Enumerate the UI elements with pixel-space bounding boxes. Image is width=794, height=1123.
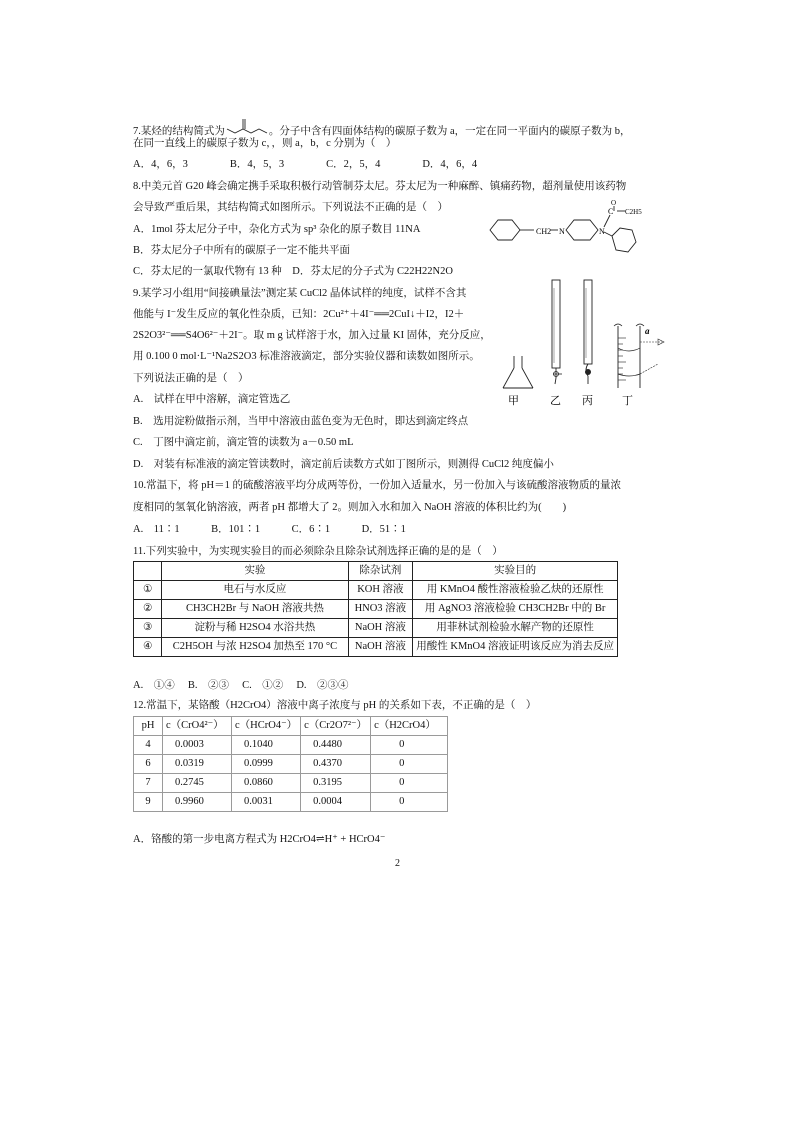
q9-line1: 9.某学习小组用“间接碘量法”测定某 CuCl2 晶体试样的纯度，试样不含其 — [133, 288, 467, 299]
fentanyl-ethyl-label: C2H5 — [625, 208, 642, 216]
table-row — [134, 736, 448, 755]
q8-line1: 8.中美元首 G20 峰会确定携手采取积极行动管制芬太尼。芬太尼为一种麻醉、镇痛药物，超剂量使用该药物 — [133, 181, 627, 192]
burette-reading-closeup-icon — [614, 324, 664, 388]
q12-header-cell: c（Cr2O7²⁻） — [301, 717, 371, 736]
figure-label-yi: 乙 — [550, 395, 561, 407]
q11-cell: 用 KMnO4 酸性溶液检验乙炔的还原性 — [413, 581, 618, 600]
q11-header-cell: 除杂试剂 — [348, 562, 413, 581]
q11-cell: NaOH 溶液 — [348, 619, 413, 638]
q11-cell: C2H5OH 与浓 H2SO4 加热至 170 °C — [162, 638, 348, 657]
q11-options: A. ①④ B. ②③ C. ①② D. ②③④ — [133, 680, 349, 691]
q11-cell: ④ — [134, 638, 162, 657]
q12-cell: 9 — [134, 793, 163, 812]
q9-option-a: A. 试样在甲中溶解，滴定管选乙 — [133, 394, 291, 405]
table-row — [134, 600, 618, 619]
fentanyl-o-label: O — [611, 200, 617, 207]
acid-burette-icon — [552, 280, 562, 384]
table-row — [134, 638, 618, 657]
q12-cell: 0.0860 — [232, 774, 301, 793]
q8-option-a: A．1mol 芬太尼分子中，杂化方式为 sp³ 杂化的原子数目 11NA — [133, 224, 421, 235]
q12-header-row — [134, 717, 448, 736]
q7-structure-image — [225, 117, 269, 137]
q9-line2: 他能与 I⁻发生反应的氧化性杂质，已知：2Cu²⁺＋4I⁻══2CuI↓＋I2，I2＋ — [133, 309, 465, 320]
q11-cell: CH3CH2Br 与 NaOH 溶液共热 — [162, 600, 348, 619]
q12-cell: 0 — [371, 793, 448, 812]
q7-stem: 7.某烃的结构简式为 — [133, 126, 225, 137]
q11-header-row — [134, 562, 618, 581]
q11-cell: KOH 溶液 — [348, 581, 413, 600]
q9-option-d: D. 对装有标准液的滴定管读数时，滴定前后读数方式如丁图所示，则测得 CuCl2 纯度偏小 — [133, 459, 554, 470]
q11-cell: 用 AgNO3 溶液检验 CH3CH2Br 中的 Br — [413, 600, 618, 619]
q9-line5: 下列说法正确的是（ ） — [133, 373, 249, 384]
q11-cell: ② — [134, 600, 162, 619]
q11-title: 11.下列实验中，为实现实验目的而必须除杂且除杂试剂选择正确的是的是（ ） — [133, 546, 503, 557]
q12-cell: 0.0004 — [301, 793, 371, 812]
q12-cell: 0.3195 — [301, 774, 371, 793]
table-row — [134, 619, 618, 638]
q10-options: A. 11∶1 B．101∶1 C．6∶1 D．51∶1 — [133, 524, 406, 535]
table-row — [134, 793, 448, 812]
table-row — [134, 755, 448, 774]
q12-cell: 0 — [371, 755, 448, 774]
q12-header-cell: pH — [134, 717, 163, 736]
q8-option-b: B．芬太尼分子中所有的碳原子一定不能共平面 — [133, 245, 351, 256]
q12-cell: 0.4370 — [301, 755, 371, 774]
q12-cell: 0.9960 — [163, 793, 232, 812]
q11-header-cell — [134, 562, 162, 581]
figure-label-a: a — [645, 326, 650, 336]
fentanyl-n1-label: N — [559, 227, 565, 236]
fentanyl-c-label: C — [608, 207, 614, 216]
figure-label-bing: 丙 — [582, 395, 593, 407]
q12-option-a: A．铬酸的第一步电离方程式为 H2CrO4⇌H⁺ + HCrO4⁻ — [133, 834, 386, 845]
q8-line2: 会导致严重后果，其结构简式如图所示。下列说法不正确的是（ ） — [133, 202, 448, 213]
q11-header-cell: 实验目的 — [413, 562, 618, 581]
q12-cell: 7 — [134, 774, 163, 793]
fentanyl-ch2-label: CH2 — [536, 227, 552, 236]
q7-options: A．4，6，3 B．4，5，3 C．2，5，4 D．4，6，4 — [133, 159, 478, 170]
q7-line2: 在同一直线上的碳原子数为 c，，则 a，b，c 分别为（ ） — [133, 138, 397, 149]
q12-cell: 0 — [371, 774, 448, 793]
q12-cell: 0.0319 — [163, 755, 232, 774]
q9-option-b: B. 选用淀粉做指示剂，当甲中溶液由蓝色变为无色时，即达到滴定终点 — [133, 416, 469, 427]
q9-line3: 2S2O3²⁻══S4O6²⁻＋2I⁻。取 m g 试样溶于水，加入过量 KI 固体，充分反应， — [133, 330, 491, 341]
q7-stem-cont: 。分子中含有四面体结构的碳原子数为 a，一定在同一平面内的碳原子数为 b， — [268, 126, 631, 137]
figure-label-ding: 丁 — [622, 395, 633, 407]
q12-cell: 0.0999 — [232, 755, 301, 774]
q11-cell: ③ — [134, 619, 162, 638]
q12-cell: 0.0031 — [232, 793, 301, 812]
q12-header-cell: c（HCrO4⁻） — [232, 717, 301, 736]
q12-header-cell: c（H2CrO4） — [371, 717, 448, 736]
page-number: 2 — [395, 858, 400, 869]
figure-label-jia: 甲 — [508, 395, 519, 407]
q11-cell: 用酸性 KMnO4 溶液证明该反应为消去反应 — [413, 638, 618, 657]
q12-table — [133, 716, 448, 812]
q10-line1: 10.常温下，将 pH＝1 的硫酸溶液平均分成两等份，一份加入适量水，另一份加入与该硫酸溶液物质的量浓 — [133, 480, 621, 491]
q11-header-cell: 实验 — [162, 562, 348, 581]
q12-cell: 0.1040 — [232, 736, 301, 755]
q12-cell: 4 — [134, 736, 163, 755]
conical-flask-icon — [503, 356, 533, 388]
q12-cell: 0.4480 — [301, 736, 371, 755]
q11-table — [133, 561, 618, 657]
q12-cell: 0 — [371, 736, 448, 755]
q7-line1 — [133, 117, 631, 138]
q12-cell: 6 — [134, 755, 163, 774]
q11-cell: 淀粉与稀 H2SO4 水浴共热 — [162, 619, 348, 638]
q11-cell: NaOH 溶液 — [348, 638, 413, 657]
q11-cell: 电石与水反应 — [162, 581, 348, 600]
q12-cell: 0.0003 — [163, 736, 232, 755]
q8-option-cd: C．芬太尼的一氯取代物有 13 种 D．芬太尼的分子式为 C22H22N2O — [133, 266, 453, 277]
table-row — [134, 581, 618, 600]
fentanyl-n2-label: N — [599, 227, 605, 236]
titration-apparatus-figure — [500, 278, 670, 410]
q11-cell: ① — [134, 581, 162, 600]
fentanyl-structure — [478, 200, 658, 260]
q12-header-cell: c（CrO4²⁻） — [163, 717, 232, 736]
q11-cell: 用菲林试剂检验水解产物的还原性 — [413, 619, 618, 638]
q11-cell: HNO3 溶液 — [348, 600, 413, 619]
q9-line4: 用 0.100 0 mol·L⁻¹Na2S2O3 标准溶液滴定，部分实验仪器和读数如图所示。 — [133, 351, 480, 362]
q10-line2: 度相同的氢氧化钠溶液，两者 pH 都增大了 2。则加入水和加入 NaOH 溶液的体积比约为( ) — [133, 502, 567, 513]
q12-cell: 0.2745 — [163, 774, 232, 793]
table-row — [134, 774, 448, 793]
q12-title: 12.常温下，某铬酸（H2CrO4）溶液中离子浓度与 pH 的关系如下表，不正确的是（ ） — [133, 700, 537, 711]
base-burette-icon — [584, 280, 592, 384]
q9-option-c: C. 丁图中滴定前，滴定管的读数为 a－0.50 mL — [133, 437, 354, 448]
